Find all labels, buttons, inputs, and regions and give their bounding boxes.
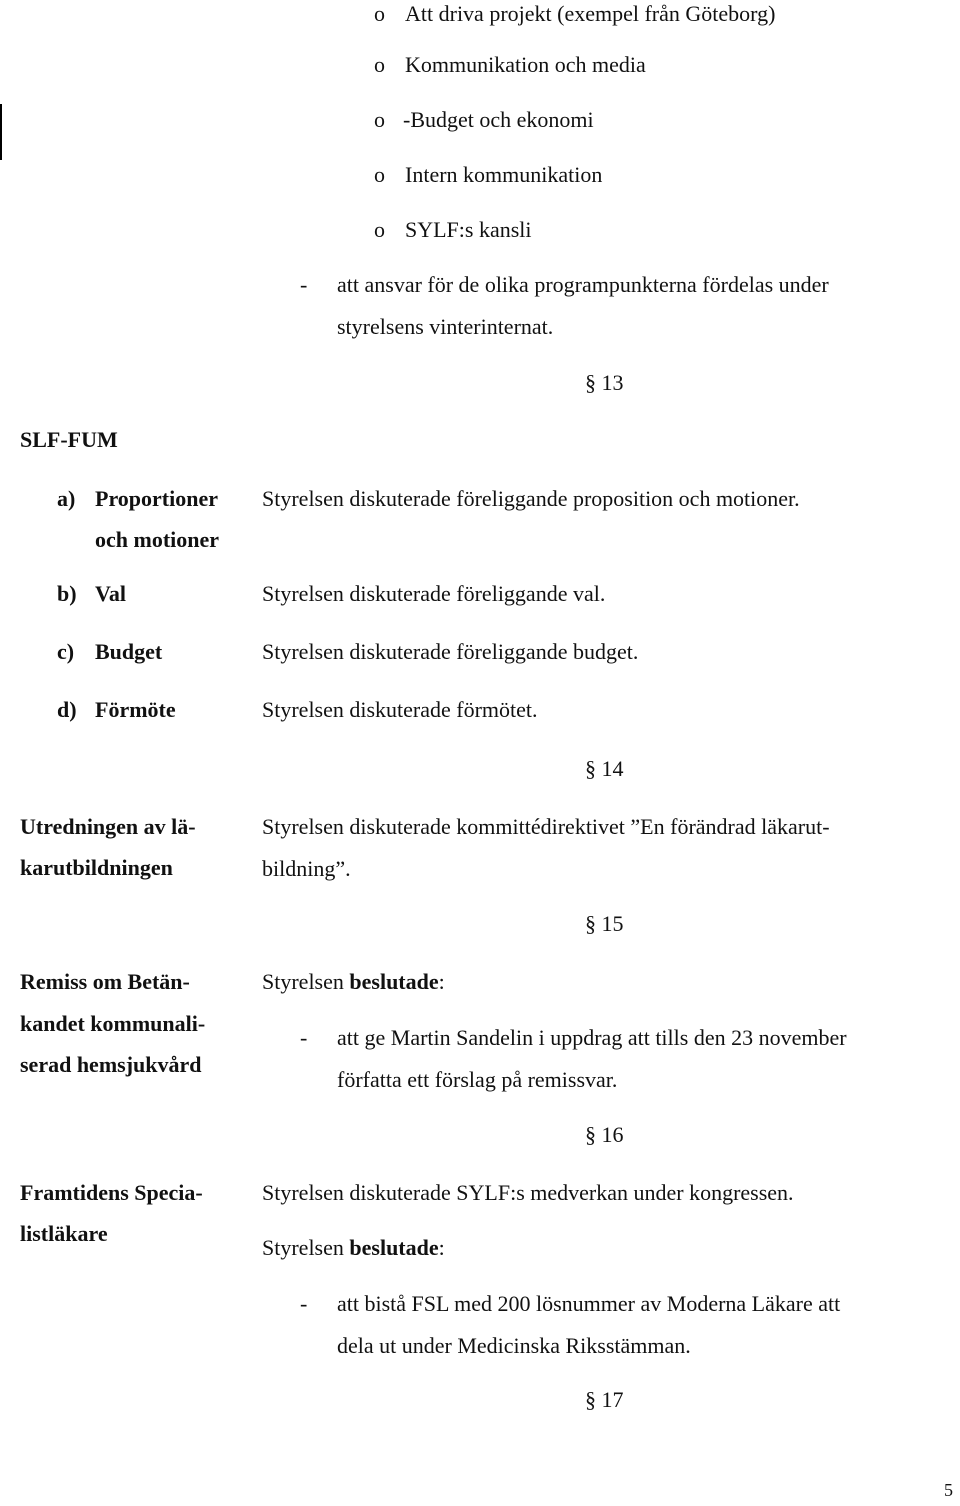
decision-line [262, 1234, 445, 1262]
item-title: Förmöte [95, 697, 176, 722]
section-header: § 16 [585, 1122, 624, 1147]
section-title: karutbildningen [20, 855, 173, 880]
section-text: bildning”. [262, 856, 351, 881]
item-label: d) [57, 697, 77, 722]
item-text: Styrelsen diskuterade föreliggande budget. [262, 639, 639, 664]
decision-line [262, 968, 445, 996]
bullet-marker: o [374, 1, 385, 26]
bullet-marker: o [374, 107, 385, 132]
dash-marker: - [300, 1025, 308, 1050]
dash-marker: - [300, 272, 308, 297]
bullet-marker: o [374, 217, 385, 242]
section-title: Framtidens Specia- [20, 1180, 203, 1205]
item-text: Styrelsen diskuterade föreliggande proposition och motioner. [262, 486, 800, 511]
section-text: Styrelsen diskuterade kommittédirektivet ”En förändrad läkarut- [262, 814, 830, 839]
bullet-text: Intern kommunikation [405, 162, 603, 187]
item-title: Budget [95, 639, 163, 664]
item-text: Styrelsen diskuterade förmötet. [262, 697, 538, 722]
bullet-text: Kommunikation och media [405, 52, 646, 77]
section-heading: SLF-FUM [20, 427, 118, 452]
decision-plain: Styrelsen [262, 969, 350, 994]
section-title: Utredningen av lä- [20, 814, 196, 839]
dash-marker: - [300, 1291, 308, 1316]
item-label: a) [57, 486, 76, 511]
item-label: c) [57, 639, 75, 664]
dash-text: att ge Martin Sandelin i uppdrag att tills den 23 november [337, 1025, 847, 1050]
section-title: Remiss om Betän- [20, 969, 190, 994]
dash-text: styrelsens vinterinternat. [337, 314, 554, 339]
section-title: serad hemsjukvård [20, 1052, 202, 1077]
decision-bold: beslutade [349, 969, 439, 994]
bullet-text: SYLF:s kansli [405, 217, 532, 242]
dash-text: författa ett förslag på remissvar. [337, 1067, 618, 1092]
dash-text: att ansvar för de olika programpunkterna fördelas under [337, 272, 829, 297]
decision-colon: : [438, 1235, 445, 1260]
section-header: § 15 [585, 911, 624, 936]
section-text: Styrelsen diskuterade SYLF:s medverkan under kongressen. [262, 1180, 794, 1205]
decision-plain: Styrelsen [262, 1235, 350, 1260]
bullet-text: -Budget och ekonomi [403, 107, 594, 132]
dash-text: dela ut under Medicinska Riksstämman. [337, 1333, 691, 1358]
section-header: § 14 [585, 756, 624, 781]
page-number: 5 [944, 1480, 953, 1500]
item-text: Styrelsen diskuterade föreliggande val. [262, 581, 606, 606]
decision-colon: : [438, 969, 445, 994]
decision-bold: beslutade [349, 1235, 439, 1260]
section-title: kandet kommunali- [20, 1011, 206, 1036]
section-header: § 17 [585, 1387, 624, 1412]
bullet-text: Att driva projekt (exempel från Göteborg) [405, 1, 776, 26]
item-label: b) [57, 581, 77, 606]
bullet-marker: o [374, 162, 385, 187]
item-title: Proportioner [95, 486, 219, 511]
section-title: listläkare [20, 1221, 108, 1246]
bullet-marker: o [374, 52, 385, 77]
item-title: och motioner [95, 527, 220, 552]
section-header: § 13 [585, 370, 624, 395]
dash-text: att bistå FSL med 200 lösnummer av Moderna Läkare att [337, 1291, 841, 1316]
item-title: Val [95, 581, 126, 606]
margin-change-bar [0, 104, 2, 160]
